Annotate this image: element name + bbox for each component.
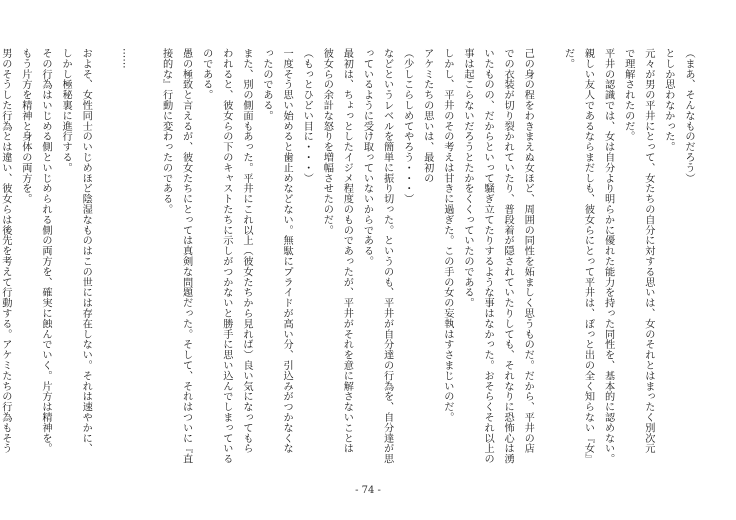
text-line: （まあ、そんなものだろう） — [683, 48, 694, 184]
text-line: のである。 — [200, 48, 212, 100]
text-line: もう片方を精神と身体の両方を。 — [19, 48, 31, 204]
vertical-text-body — [0, 48, 698, 476]
text-line: 彼女らの余計な怒りを増幅させたのだ。 — [321, 48, 333, 236]
text-line: 接的な』行動に変わったのである。 — [160, 48, 172, 215]
text-line: しかし、平井のその考えは甘きに過ぎた。この手の女の妄執はすさまじいのだ。 — [441, 48, 453, 423]
text-line: 己の身の程をわきまえぬ女ほど、周囲の同性を妬ましく思うものだ。だから、平井の店 — [522, 48, 534, 454]
blank-line — [537, 48, 557, 476]
text-line: （少しこらしめてやろう・・・） — [401, 48, 413, 204]
text-line: 事は起こらないだろうとたかをくくっていたのである。 — [461, 48, 473, 308]
text-line: しかし極秘裏に進行する。 — [60, 48, 72, 173]
text-line: 最初は、ちょっとしたイジメ程度のものであったが、平井がそれを意に解さないことは — [341, 48, 353, 454]
text-line: （もっとひどい目に・・・） — [301, 48, 313, 184]
text-line: で理解されたのだ。 — [622, 48, 634, 142]
text-line: 元々が男の平井にとって、女たちの自分に対する思いは、女のそれとはまったく別次元 — [642, 48, 654, 454]
text-line: 愚の極致と言えるが、彼女たちにとっては真剣な問題だった。そして、それはついに『直 — [180, 48, 192, 464]
text-line: 男のそうした行為とは違い、彼女らは後先を考えて行動する。アケミたちの行為もそう — [0, 48, 11, 454]
text-line: およそ、女性同士のいじめほど陰湿なものはこの世には存在しない。それは速やかに、 — [80, 48, 92, 454]
text-line: 一度そう思い始めると歯止めなどない。無駄にプライドが高い分、引込みがつかなくな — [281, 48, 293, 454]
text-line: だ。 — [562, 48, 574, 69]
text-line: アケミたちの思いは、最初の — [421, 48, 433, 184]
text-line: その行為はいじめる側といじめられる側の両方を、確実に蝕んでいく。片方は精神を。 — [40, 48, 51, 454]
text-line: っているように受け取っていないからである。 — [361, 48, 373, 267]
text-line: われると、彼女らの下のキャストたちに示しがつかないと勝手に思い込んでしまっている — [220, 48, 232, 464]
blank-line — [95, 48, 115, 476]
text-line: での衣装が切り裂かれていたり、普段着が隠されていたりしても、それなりに恐怖心は湧 — [502, 48, 514, 464]
text-line: いたものの、だからといって騒ぎ立てたりするような事はなかった。おそらくそれ以上の — [482, 48, 494, 464]
text-line: 親しい友人であるならまだしも、彼女らにとって平井は、ぽっと出の全く知らない『女』 — [582, 48, 594, 464]
text-line: また、別の側面もあった。平井にこれ以上（彼女たちから見れば）良い気になってもら — [240, 48, 252, 454]
text-line: などというレベルを簡単に振り切った。というのも、平井が自分達の行為を、自分達が思 — [381, 48, 393, 464]
text-line: ったのである。 — [261, 48, 273, 121]
page-number: - 74 - — [355, 485, 381, 496]
blank-line — [135, 48, 155, 476]
text-line: …… — [120, 48, 132, 69]
text-line: としか思わなかった。 — [662, 48, 674, 152]
text-line: 平井の認識では、女は自分より明らかに優れた能力を持った同性を、基本的に認めない。 — [602, 48, 614, 464]
